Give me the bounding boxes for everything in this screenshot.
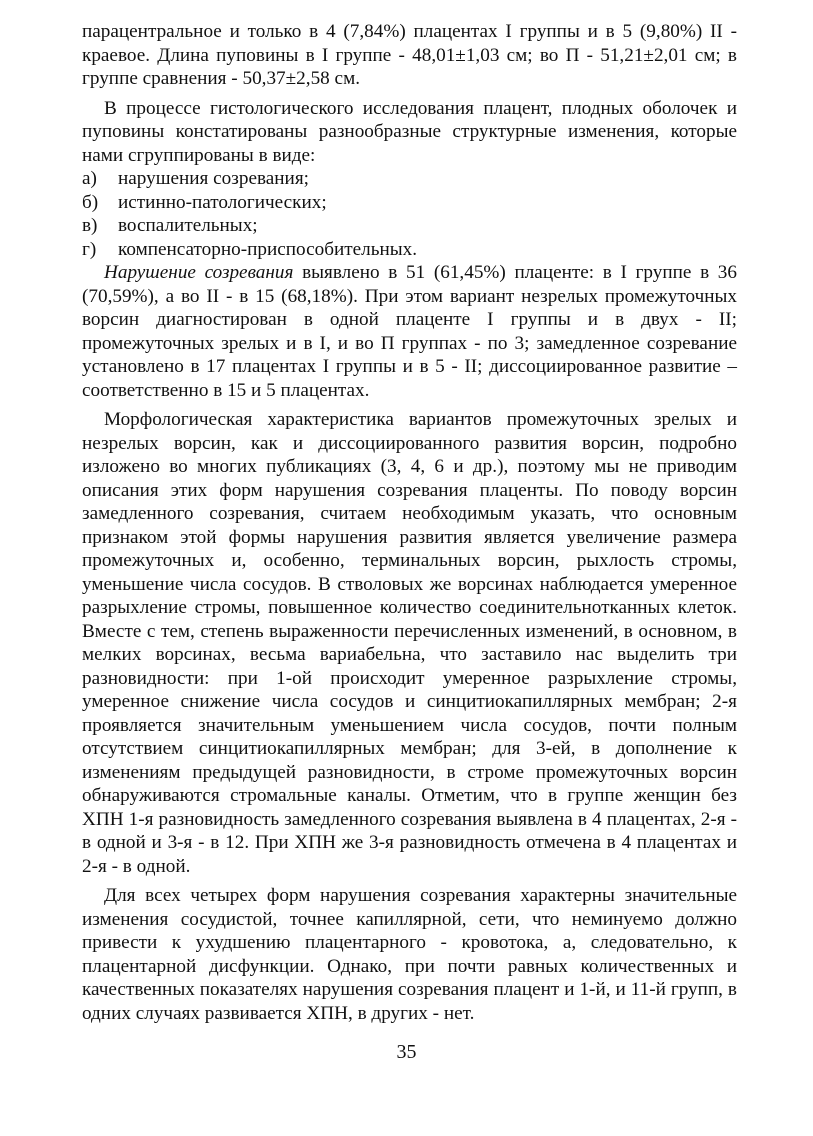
- list-marker: а): [82, 168, 97, 189]
- paragraph-morphology: Морфологическая характеристика вариантов промежуточных зрелых и незрелых ворсин, как и диссоциированного развития ворсин, подробно изложено во многих публикациях (3, 4, 6 и др.), поэтому мы не приводим описания этих форм нарушения созревания плаценты. По поводу ворсин замедленного созревания, считаем необходимым указать, что основным признаком этой формы нарушения развития является увеличение размера промежуточных и, особенно, терминальных ворсин, рыхлость стромы, уменьшение числа сосудов. В стволовых же ворсинах наблюдается умеренное разрыхление стромы, повышенное количество соединительнотканных клеток. Вместе с тем, степень выраженности перечисленных изменений, в основном, в мелких ворсинах, весьма вариабельна, что заставило нас выделить три разновидности: при 1-ой происходит умеренное разрыхление стромы, умеренное снижение числа сосудов и синцитиокапиллярных мембран; 2-я проявляется значительным уменьшением числа сосудов, почти полным отсутствием синцитиокапиллярных мембран; для 3-ей, в дополнение к изменениям предыдущей разновидности, в строме промежуточных ворсин обнаруживаются стромальные каналы. Отметим, что в группе женщин без ХПН 1-я разновидность замедленного созревания выявлена в 4 плацентах, 2-я - в одной и 3-я - в 12. При ХПН же 3-я разновидность отмечена в 4 плацентах и 2-я - в одной.: [82, 409, 737, 877]
- page-number: 35: [396, 1041, 417, 1063]
- paragraph-histology-intro: В процессе гистологического исследования плацент, плодных оболочек и пуповины констатированы разнообразные структурные изменения, которые нами сгруппированы в виде:: [82, 97, 737, 166]
- list-item: [82, 191, 737, 215]
- list-item: [82, 214, 737, 238]
- list-item-text: нарушения созревания;: [118, 168, 309, 189]
- change-groups-list: [82, 167, 737, 261]
- paragraph-continuation: парацентральное и только в 4 (7,84%) плацентах I группы и в 5 (9,80%) II - краевое. Длина пуповины в I группе - 48,01±1,03 см; во П - 51,21±2,01 см; в группе сравнения - 50,37±2,58 см.: [82, 21, 737, 89]
- paragraph-maturation-disorder: [82, 261, 737, 402]
- list-item: [82, 238, 737, 262]
- page-body: [82, 20, 737, 1025]
- italic-lead-term: Нарушение созревания: [104, 262, 294, 283]
- paragraph-text: выявлено в 51 (61,45%) плаценте: в I группе в 36 (70,59%), а во II - в 15 (68,18%). При этом вариант незрелых промежуточных ворсин диагностирован в одной плаценте I группы и в двух - II; промежуточных зрелых и в I, и во П группах - по 3; замедленное созревание установлено в 17 плацентах I группы и в 5 - II; диссоциированное развитие – соответственно в 15 и 5 плацентах.: [82, 262, 737, 401]
- list-marker: в): [82, 215, 98, 236]
- list-item-text: воспалительных;: [118, 215, 258, 236]
- list-marker: б): [82, 191, 99, 213]
- list-marker: г): [82, 238, 97, 260]
- paragraph-conclusion: Для всех четырех форм нарушения созревания характерны значительные изменения сосудистой, точнее капиллярной, сети, что неминуемо должно привести к ухудшению плацентарного - кровотока, а, следовательно, к плацентарной дисфункции. Однако, при почти равных количественных и качественных показателях нарушения созревания плацент и 1-й, и 11-й групп, в одних случаях развивается ХПН, в других - нет.: [82, 885, 737, 1024]
- list-item: [82, 167, 737, 191]
- list-item-text: компенсаторно-приспособительных.: [118, 238, 418, 260]
- list-item-text: истинно-патологических;: [118, 191, 327, 213]
